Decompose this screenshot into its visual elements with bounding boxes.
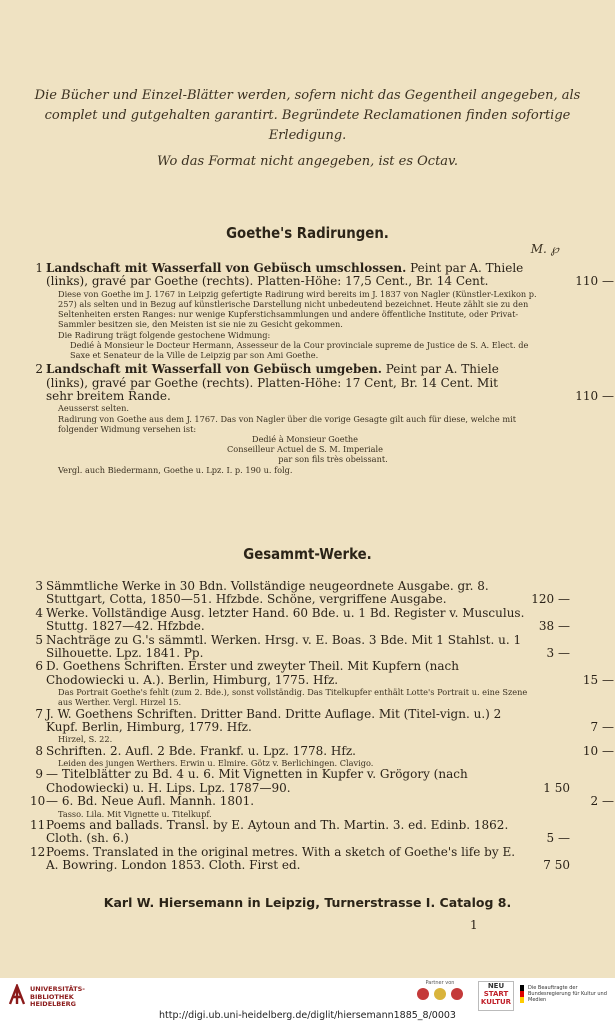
entry-number: 3 <box>35 579 43 593</box>
entry-number: 11 <box>30 817 46 832</box>
entry-price: 3 — <box>546 646 570 661</box>
catalog-entry <box>30 362 614 475</box>
catalog-entry <box>30 846 570 873</box>
entry-note: Radirung von Goethe aus dem J. 1767. Das von Nagler über die vorige Gesagte gilt auch für diese, welche mit folgender Widmung versehen ist: <box>58 413 517 434</box>
catalog-footer: Karl W. Hiersemann in Leipzig, Turnerstrasse I. Catalog 8. <box>103 895 512 910</box>
entry-text: D. Goethens Schriften. Erster und zweyter Theil. Mit Kupfern (nach Chodowiecki u. A.). Berlin, Himburg, 1775. Hfz. <box>46 659 459 687</box>
entry-text: Poems. Translated in the original metres. With a sketch of Goethe's life by E. A. Bowring. London 1853. Cloth. First ed. <box>46 844 516 872</box>
bkm-logo: Die Beauftragte der Bundesregierung für Kultur und Medien <box>520 981 610 1009</box>
entry-number: 9 <box>35 767 43 782</box>
catalog-entry <box>30 743 614 769</box>
catalog-entry <box>30 819 570 846</box>
currency-header: M. ℘ <box>530 242 559 256</box>
entry-price: 5 — <box>546 831 570 846</box>
entry-note: Das Portrait Goethe's fehlt (zum 2. Bde.), sonst vollständig. Das Titelkupfer enthält Lotte's Portrait u. eine Szene aus Werther. Vergl. Hirzel 15. <box>58 687 528 708</box>
entry-number: 10 <box>30 794 46 809</box>
entry-note: Leiden des jungen Werthers. Erwin u. Elmire. Götz v. Berlichingen. Clavigo. <box>58 758 374 769</box>
entry-number: 8 <box>35 743 43 758</box>
entry-text: J. W. Goethens Schriften. Dritter Band. Dritte Auflage. Mit (Titel-vign. u.) 2 Kupf. Berlin, Himburg, 1779. Hfz. <box>46 706 502 735</box>
gesammt-werke-list <box>30 579 614 872</box>
entry-text: — 6. Bd. Neue Aufl. Mannh. 1801. <box>46 794 255 809</box>
entry-text: Peint par A. Thiele (links), gravé par Goethe (rechts). Platten-Höhe: 17,5 Cent., Br. 14 Cent. <box>46 261 524 289</box>
catalog-entry <box>30 659 614 708</box>
entry-price: 2 — <box>590 794 614 809</box>
entry-number: 4 <box>35 605 43 620</box>
intro-line: complet und gutgehalten garantirt. Begründete Reclamationen finden sofortige <box>44 108 571 123</box>
entry-title: Landschaft mit Wasserfall von Gebüsch umschlossen. <box>46 261 407 275</box>
university-library-logo-icon <box>8 984 26 1006</box>
library-name: UNIVERSITÄTS- BIBLIOTHEK HEIDELBERG <box>30 985 85 1008</box>
entry-note: Conseilleur Actuel de S. M. Imperiale <box>227 444 383 455</box>
partner-emblem-icon <box>415 986 465 1002</box>
entry-number: 12 <box>30 844 46 859</box>
entry-price: 7 50 <box>543 857 570 872</box>
entry-price: 10 — <box>582 743 614 758</box>
neustart-kultur-logo: NEU START KULTUR <box>478 981 514 1011</box>
intro-text <box>30 86 585 172</box>
permalink-url[interactable]: http://digi.ub.uni-heidelberg.de/diglit/hiersemann1885_8/0003 <box>159 1010 456 1021</box>
entry-price: 7 — <box>590 720 614 735</box>
entry-price: 110 — <box>575 389 614 404</box>
entry-note: Dedié à Monsieur le Docteur Hermann, Assesseur de la Cour provinciale supreme de Justice de S. A. Elect. de Saxe et Senateur de la Ville de Leipzig par son Ami Goethe. <box>70 339 529 361</box>
catalog-entry <box>30 261 614 361</box>
entry-number: 1 <box>35 261 43 275</box>
entry-text: Nachträge zu G.'s sämmtl. Werken. Hrsg. v. E. Boas. 3 Bde. Mit 1 Stahlst. u. 1 Silhouette. Lpz. 1841. Pp. <box>46 632 522 661</box>
entry-text: Werke. Vollständige Ausg. letzter Hand. 60 Bde. u. 1 Bd. Register v. Musculus. Stuttg. 1827—42. Hfzbde. <box>46 605 525 634</box>
entry-text: Peint par A. Thiele (links), gravé par Goethe (rechts). Platten-Höhe: 17 Cent, Br. 14 Cent. Mit sehr breitem Rande. <box>46 362 499 404</box>
entry-number: 2 <box>35 362 43 377</box>
section-heading-gesammt-werke: Gesammt-Werke. <box>243 545 372 563</box>
entry-note: Diese von Goethe im J. 1767 in Leipzig gefertigte Radirung wird bereits im J. 1837 von Nagler (Künstler-Lexikon p. 257) als selten und in Bezug auf künstlerische Darstellung nicht unbedeutend bezeichnet. Heute zählt sie zu den Seltenheiten ersten Ranges: nur wenige Kupferstichsammlungen und andere öffentliche Institute, oder Privat-Sammler besitzen sie, den Meisten ist sie nie zu Gesicht gekommen. <box>58 288 537 330</box>
catalog-entry <box>30 580 570 607</box>
viewer-bottom-bar <box>0 978 615 1024</box>
entry-note: Dedié à Monsieur Goethe <box>252 434 358 445</box>
entry-price: 110 — <box>575 274 614 289</box>
entry-note: Tasso. Lila. Mit Vignette u. Titelkupf. <box>58 808 212 819</box>
entry-text: — Titelblätter zu Bd. 4 u. 6. Mit Vignetten in Kupfer v. Grögory (nach Chodowiecki) u. H. Lips. Lpz. 1787—90. <box>46 767 468 795</box>
entry-note: Vergl. auch Biedermann, Goethe u. Lpz. I. p. 190 u. folg. <box>58 464 293 475</box>
entry-note: Aeusserst selten. <box>58 403 129 414</box>
intro-line: Erledigung. <box>268 128 347 143</box>
entry-number: 7 <box>35 706 43 721</box>
entry-number: 5 <box>35 632 43 647</box>
entry-title: Landschaft mit Wasserfall von Gebüsch umgeben. <box>46 362 382 377</box>
entry-text: Poems and ballads. Transl. by E. Aytoun and Th. Martin. 3. ed. Edinb. 1862. Cloth. (sh. 6.) <box>46 817 509 846</box>
catalog-entry <box>30 768 570 795</box>
entry-number: 6 <box>35 659 43 674</box>
german-flag-icon <box>520 985 524 1003</box>
entry-price: 120 — <box>531 592 570 607</box>
entry-text: Schriften. 2. Aufl. 2 Bde. Frankf. u. Lpz. 1778. Hfz. <box>46 743 356 758</box>
entry-price: 38 — <box>538 619 570 634</box>
page-number: 1 <box>470 918 478 932</box>
entry-price: 1 50 <box>543 780 570 795</box>
entry-note: Die Radirung trägt folgende gestochene Widmung: <box>58 329 271 340</box>
catalog-entry <box>30 607 570 634</box>
entry-price: 15 — <box>582 672 614 687</box>
catalog-entry <box>30 634 570 661</box>
intro-line: Die Bücher und Einzel-Blätter werden, sofern nicht das Gegentheil angegeben, als <box>34 88 581 103</box>
partner-logo: Partner von <box>410 980 470 1008</box>
entry-text: Sämmtliche Werke in 30 Bdn. Vollständige neugeordnete Ausgabe. gr. 8. Stuttgart, Cotta, 1850—51. Hfzbde. Schöne, vergriffene Ausgabe. <box>46 579 489 607</box>
radirungen-list <box>30 261 614 475</box>
catalog-entry <box>30 706 614 745</box>
section-heading-radirungen: Goethe's Radirungen. <box>226 224 389 242</box>
format-note: Wo das Format nicht angegeben, ist es Octav. <box>157 154 458 169</box>
entry-note: Hirzel, S. 22. <box>58 734 113 745</box>
entry-note: par son fils très obeissant. <box>278 454 388 465</box>
catalog-entry <box>30 794 614 819</box>
